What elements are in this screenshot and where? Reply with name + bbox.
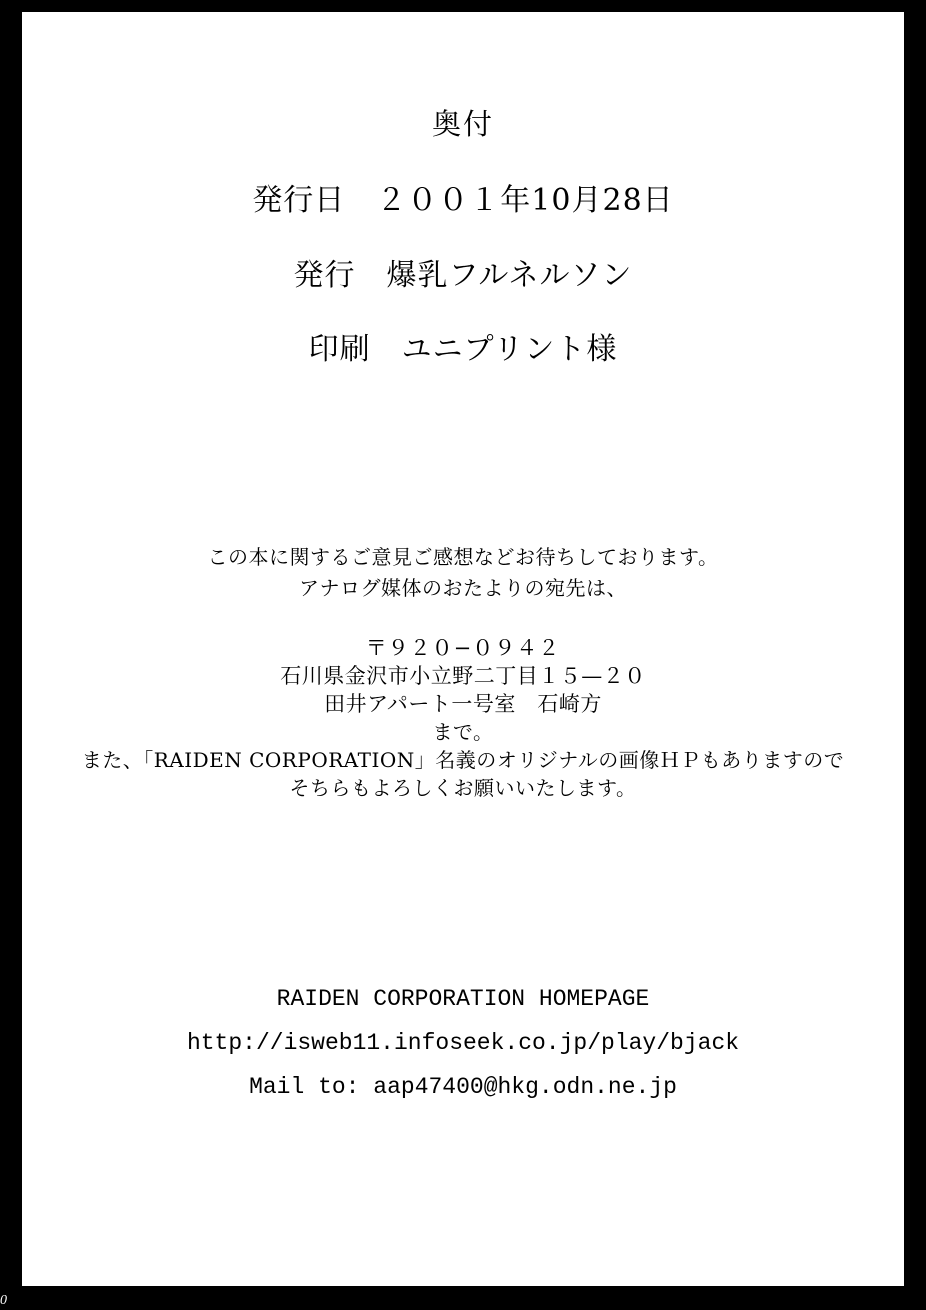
address-line-1: 石川県金沢市小立野二丁目１５—２０ (280, 664, 646, 688)
reader-message-line-1: この本に関するご意見ご感想などお待ちしております。 (207, 545, 719, 569)
address-line-3: まで。 (432, 720, 494, 744)
paper-surface (22, 12, 904, 1286)
printer-line: 印刷 ユニプリント様 (308, 332, 618, 367)
postal-address-block (22, 634, 904, 802)
reader-message-block (22, 542, 904, 604)
homepage-title: RAIDEN CORPORATION HOMEPAGE (276, 986, 650, 1012)
mail-to-address[interactable]: Mail to: aap47400@hkg.odn.ne.jp (249, 1074, 677, 1100)
homepage-url[interactable]: http://isweb11.infoseek.co.jp/play/bjack (186, 1030, 740, 1056)
address-note-line-2: そちらもよろしくお願いいたします。 (289, 776, 637, 800)
publisher-line: 発行 爆乳フルネルソン (293, 258, 633, 293)
publish-date-line: 発行日 ２００１年10月28日 (252, 183, 674, 218)
web-contact-block (22, 977, 904, 1109)
address-note-line-1: また、「RAIDEN CORPORATION」名義のオリジナルの画像ＨＰもありますので (81, 748, 845, 772)
address-line-2: 田井アパート一号室 石崎方 (324, 692, 602, 716)
colophon-heading: 奥付 (431, 107, 494, 141)
reader-message-line-2: アナログ媒体のおたよりの宛先は、 (299, 576, 627, 600)
page-number-artifact: 0 (0, 1293, 6, 1308)
postal-code-line: 〒９２０−０９４２ (365, 636, 561, 660)
